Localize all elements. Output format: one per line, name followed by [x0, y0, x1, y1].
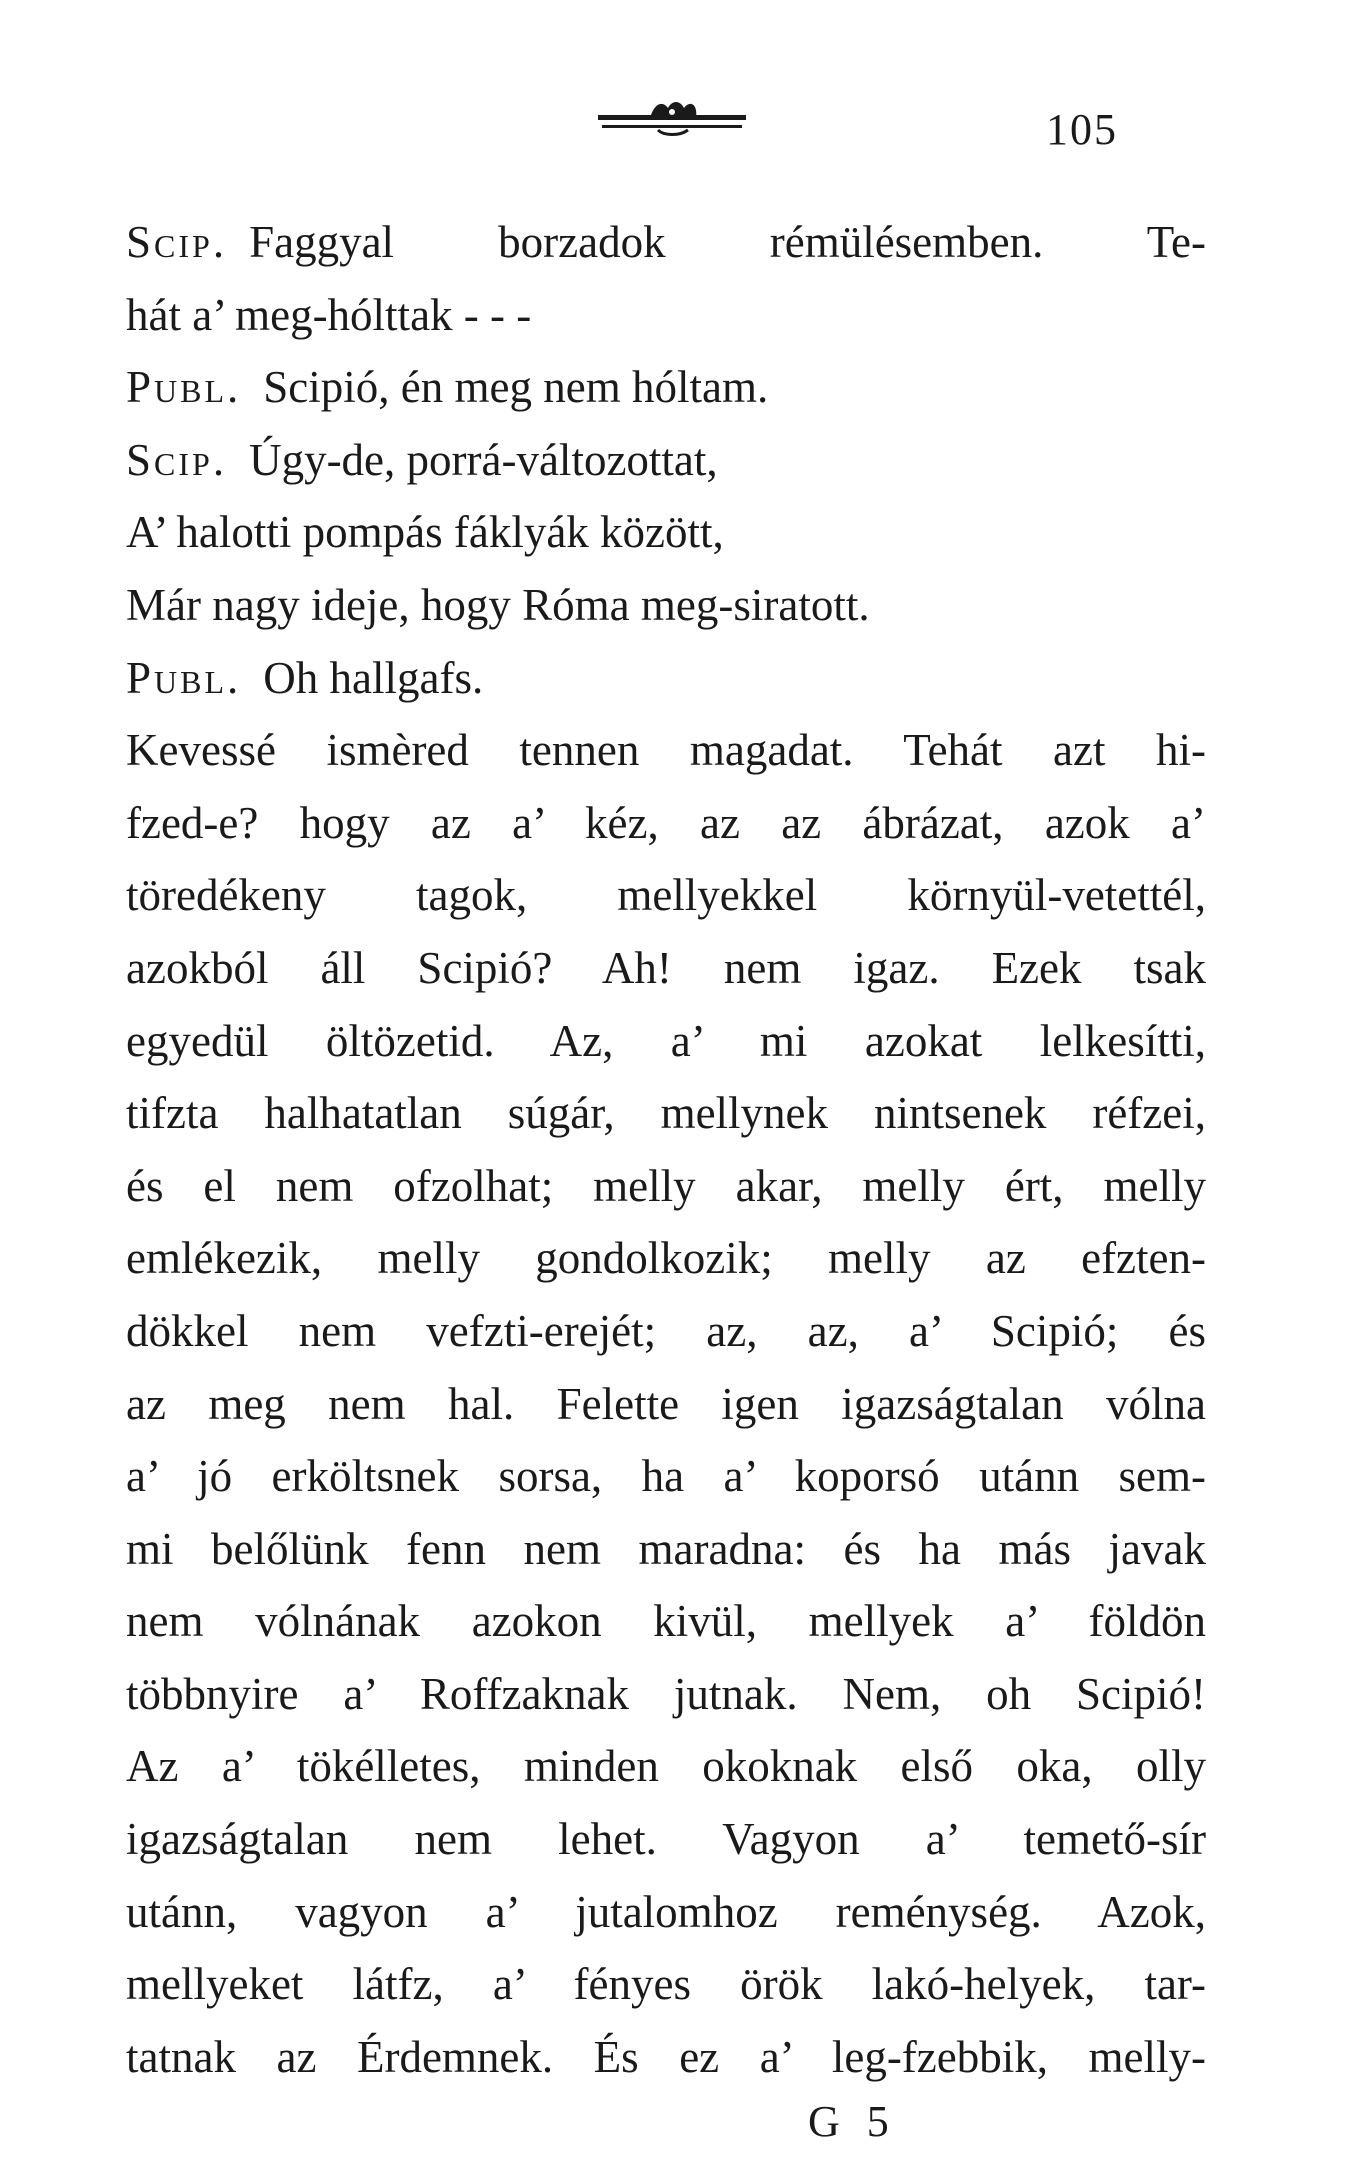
text-line: [126, 1440, 1206, 1513]
line-text: Oh hallgafs.: [263, 652, 484, 703]
text-line: [126, 1005, 1206, 1078]
page-number: 105: [1046, 105, 1118, 154]
text-line: [126, 1876, 1206, 1949]
line-text: mi belőlünk fenn nem maradna: és ha más javak: [126, 1523, 1206, 1574]
line-text: A’ halotti pompás fáklyák között,: [126, 507, 724, 558]
line-text: Már nagy ideje, hogy Róma meg-siratott.: [126, 579, 870, 630]
speaker-name: Publ.: [126, 652, 242, 703]
text-line: [126, 642, 1206, 715]
text-line: [126, 1948, 1206, 2021]
line-text: dökkel nem vefzti-erejét; az, az, a’ Scipió; és: [126, 1305, 1206, 1356]
text-line: [126, 1513, 1206, 1586]
text-line: [126, 932, 1206, 1005]
line-text: többnyire a’ Roffzaknak jutnak. Nem, oh Scipió!: [126, 1668, 1206, 1719]
text-line: [126, 1368, 1206, 1441]
speaker-name: Scip.: [126, 434, 228, 485]
text-line: [126, 1077, 1206, 1150]
line-text: Faggyal borzadok rémülésemben. Te-: [249, 217, 1206, 267]
text-line: [126, 1658, 1206, 1731]
text-line: [126, 859, 1206, 932]
text-line: [126, 279, 1206, 352]
line-text: töredékeny tagok, mellyekkel környül-vetettél,: [126, 870, 1206, 921]
text-line: [126, 424, 1206, 497]
line-text: igazságtalan nem lehet. Vagyon a’ temető-sír: [126, 1814, 1206, 1865]
line-text: az meg nem hal. Felette igen igazságtalan vólna: [126, 1378, 1206, 1429]
line-text: nem vólnának azokon kivül, mellyek a’ földön: [126, 1596, 1206, 1647]
speaker-name: Scip.: [126, 217, 228, 267]
line-text: hát a’ meg-hólttak - - -: [126, 289, 532, 340]
text-line: [126, 2021, 1206, 2094]
line-text: azokból áll Scipió? Ah! nem igaz. Ezek tsak: [126, 942, 1206, 993]
text-line: [126, 351, 1206, 424]
line-text: fzed-e? hogy az a’ kéz, az az ábrázat, azok a’: [126, 797, 1206, 848]
text-line: [126, 569, 1206, 642]
text-line: [126, 1222, 1206, 1295]
line-text: mellyeket látfz, a’ fényes örök lakó-helyek, tar-: [126, 1959, 1206, 2010]
line-text: Úgy-de, porrá-változottat,: [249, 434, 718, 485]
text-line: [126, 206, 1206, 279]
line-text: Az a’ tökélletes, minden okoknak első oka, olly: [126, 1741, 1206, 1792]
text-line: [126, 714, 1206, 787]
text-line: [126, 1730, 1206, 1803]
printers-ornament-icon: [598, 98, 746, 138]
line-text: a’ jó erköltsnek sorsa, ha a’ koporsó utánn sem-: [126, 1451, 1206, 1502]
speaker-name: Publ.: [126, 362, 242, 413]
line-text: tifzta halhatatlan súgár, mellynek nintsenek réfzei,: [126, 1088, 1206, 1139]
text-line: [126, 1585, 1206, 1658]
body-text: [126, 206, 1206, 2093]
text-line: [126, 1150, 1206, 1223]
text-line: [126, 1803, 1206, 1876]
line-text: Kevessé ismèred tennen magadat. Tehát azt hi-: [126, 725, 1206, 776]
line-text: utánn, vagyon a’ jutalomhoz reménység. Azok,: [126, 1886, 1206, 1937]
line-text: tatnak az Érdemnek. És ez a’ leg-fzebbik, melly-: [126, 2031, 1206, 2082]
signature-mark: G 5: [808, 2097, 897, 2146]
line-text: egyedül öltözetid. Az, a’ mi azokat lelkesítti,: [126, 1015, 1206, 1066]
text-line: [126, 787, 1206, 860]
line-text: és el nem ofzolhat; melly akar, melly ért, melly: [126, 1160, 1206, 1211]
text-line: [126, 1295, 1206, 1368]
line-text: Scipió, én meg nem hóltam.: [263, 362, 769, 413]
text-line: [126, 496, 1206, 569]
line-text: emlékezik, melly gondolkozik; melly az efzten-: [126, 1233, 1206, 1284]
